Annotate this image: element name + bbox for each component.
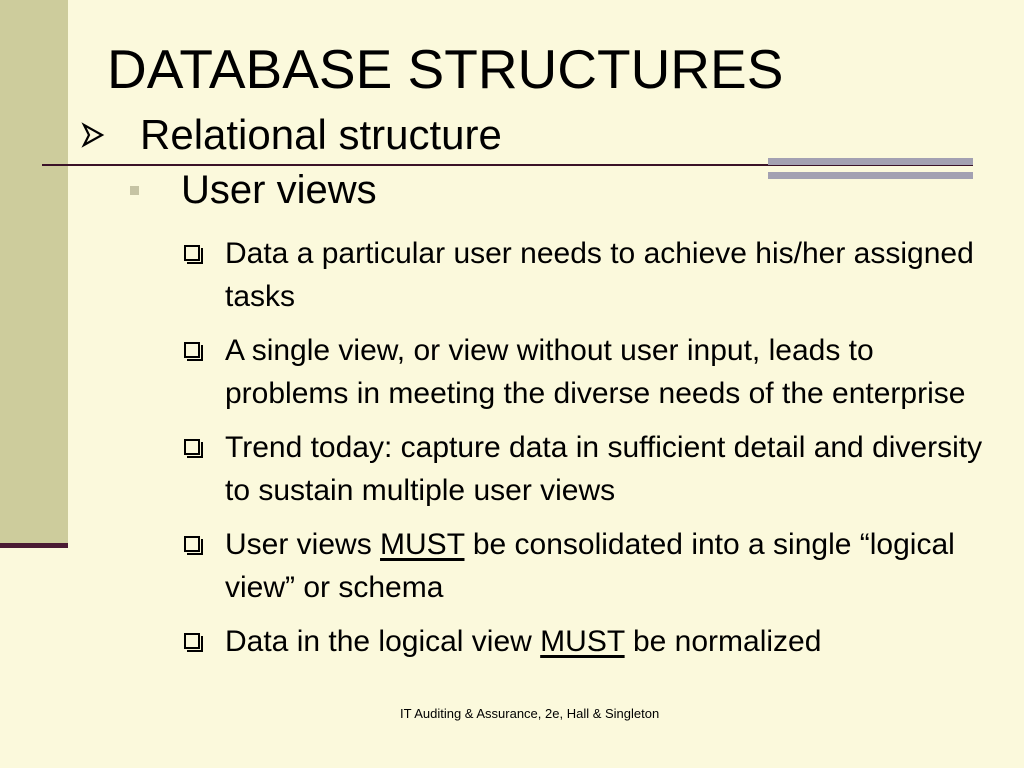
bullet-text: Trend today: capture data in sufficient detail and diversity to sustain multiple user views bbox=[225, 431, 983, 507]
arrow-bullet-icon bbox=[80, 122, 106, 148]
checkbox-bullet-icon bbox=[184, 342, 200, 358]
checkbox-bullet-icon bbox=[184, 536, 200, 552]
bullet-text-suffix: be normalized bbox=[624, 625, 822, 658]
slide-title: DATABASE STRUCTURES bbox=[107, 38, 784, 100]
left-accent-line bbox=[0, 543, 68, 548]
decorative-bar-top bbox=[768, 158, 973, 165]
bullet-text: A single view, or view without user input, leads to problems in meeting the diverse needs of the enterprise bbox=[225, 334, 966, 410]
bullet-text: Data a particular user needs to achieve his/her assigned tasks bbox=[225, 237, 974, 313]
left-decorative-band bbox=[0, 0, 68, 546]
slide-footer: IT Auditing & Assurance, 2e, Hall & Singleton bbox=[400, 706, 660, 721]
list-item bbox=[184, 620, 984, 663]
level2-bullet bbox=[130, 167, 377, 213]
bullet-list bbox=[184, 232, 984, 674]
bullet-text-suffix: be consolidated into a single “logical view” or schema bbox=[225, 528, 955, 604]
emphasis-must: MUST bbox=[380, 528, 465, 561]
checkbox-bullet-icon bbox=[184, 439, 200, 455]
list-item bbox=[184, 329, 984, 415]
square-bullet-icon bbox=[130, 186, 139, 195]
list-item bbox=[184, 523, 984, 609]
list-item bbox=[184, 426, 984, 512]
checkbox-bullet-icon bbox=[184, 633, 200, 649]
emphasis-must: MUST bbox=[540, 625, 625, 658]
bullet-text-prefix: Data in the logical view bbox=[225, 625, 541, 658]
list-item bbox=[184, 232, 984, 318]
decorative-bar-bottom bbox=[768, 172, 973, 179]
bullet-text-prefix: User views bbox=[225, 528, 381, 561]
level1-bullet bbox=[80, 112, 502, 158]
level1-text: Relational structure bbox=[140, 111, 502, 158]
level2-text: User views bbox=[181, 167, 377, 212]
checkbox-bullet-icon bbox=[184, 245, 200, 261]
